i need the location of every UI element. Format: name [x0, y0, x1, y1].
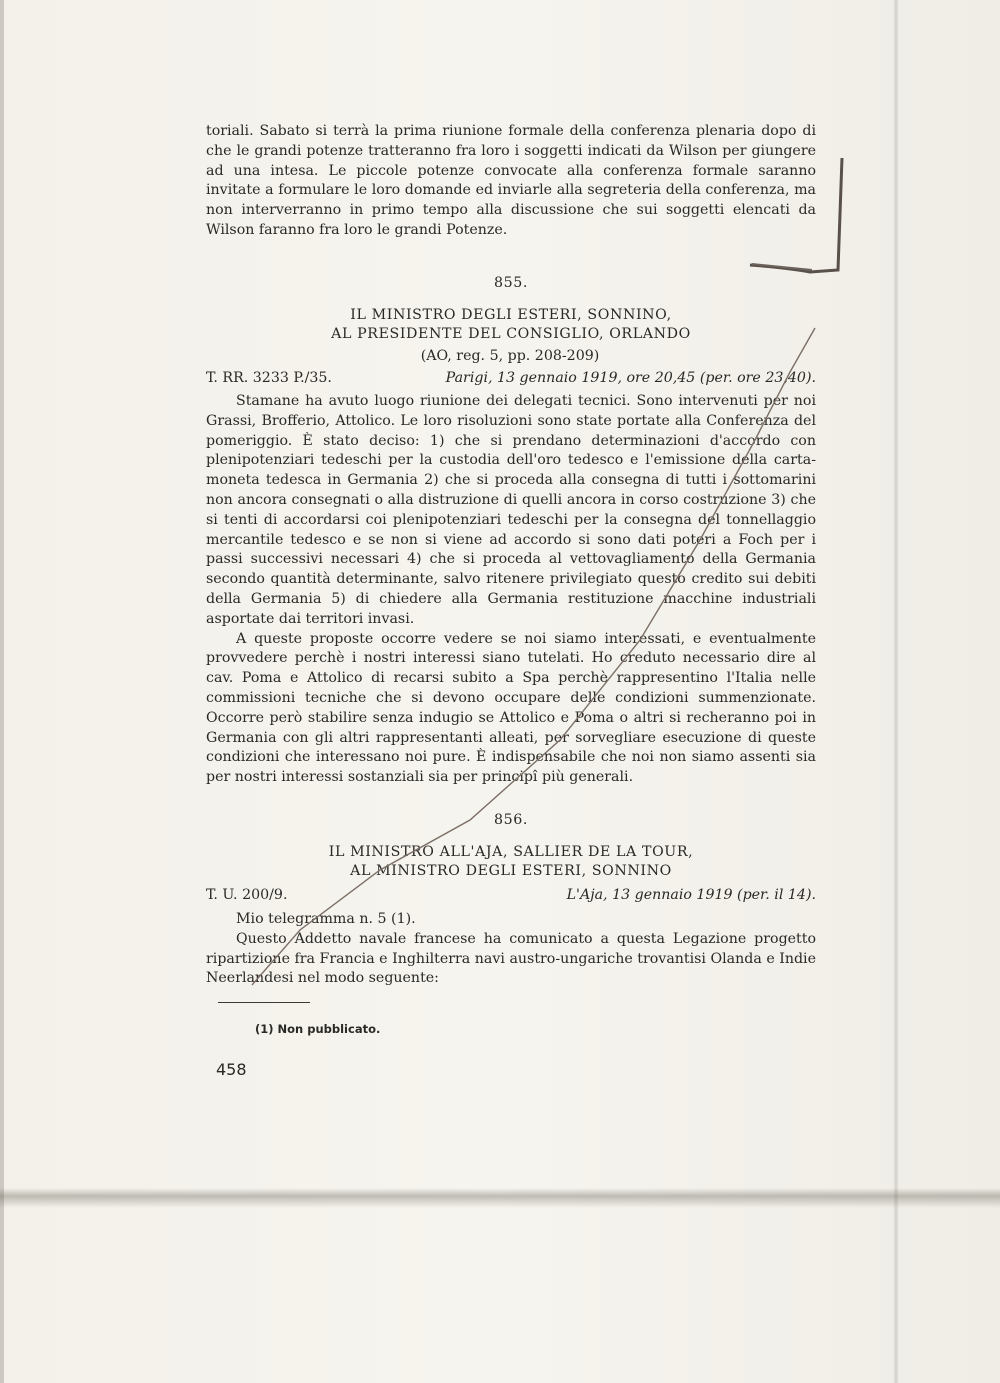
footnote-rule	[218, 1002, 310, 1003]
doc-855-heading-line2: AL PRESIDENTE DEL CONSIGLIO, ORLANDO	[331, 326, 691, 342]
page-number: 458	[216, 1060, 247, 1079]
doc-856-paragraph1: Mio telegramma n. 5 (1).	[236, 911, 416, 927]
doc-856-heading-line2: AL MINISTRO DEGLI ESTERI, SONNINO	[350, 863, 672, 879]
page-bottom-fold	[0, 1188, 1000, 1208]
doc-855-place-date: Parigi, 13 gennaio 1919, ore 20,45 (per. ore 23,40).	[445, 370, 816, 386]
doc-855-body	[206, 392, 816, 788]
doc-856-place-date: L'Aja, 13 gennaio 1919 (per. il 14).	[566, 887, 816, 903]
doc-856-number: 856.	[494, 812, 528, 828]
page-right-edge	[893, 0, 899, 1383]
doc-855-paragraph2: A queste proposte occorre vedere se noi siamo interessati, e eventualmente provvedere perchè i nostri interessi siano tutelati. Ho creduto necessario dire al cav. Poma e Attolico di recarsi subito a Spa perchè rappresentino l'Italia nelle commissioni tecniche che si devono occupare delle condizioni summenzionate. Occorre però stabilire senza indugio se Attolico e Poma o altri si recheranno poi in Germania con gli altri rappresentanti alleati, per sorvegliare esecuzione di queste condizioni che interessano noi pure. È indispensabile che noi non siamo assenti sia per nostri interessi sostanziali sia per principî più generali.	[206, 630, 816, 786]
doc-855-telegram-ref: T. RR. 3233 P./35.	[206, 370, 332, 386]
doc-855-paragraph1: Stamane ha avuto luogo riunione dei delegati tecnici. Sono intervenuti per noi Grassi, Brofferio, Attolico. Le loro risoluzioni sono state portate alla Conferenza del pomeriggio. È stato deciso: 1) che si prendano determinazioni d'accordo con plenipotenziari tedeschi per la custodia dell'oro tedesco e l'emissione della carta-moneta tedesca in Germania 2) che si proceda alla consegna di tutti i sottomarini non ancora consegnati o alla distruzione di quelli ancora in corso costruzione 3) che si tenti di accordarsi coi plenipotenziari tedeschi per la consegna del tonnellaggio mercantile tedesco e se non si viene ad accordo si sono dati poteri a Foch per i passi successivi necessari 4) che si proceda al vettovagliamento della Germania secondo quantità determinante, salvo ritenere privilegiato questo credito sui debiti della Germania 5) di chiedere alla Germania restituzione macchine industriali asportate dai territori invasi.	[206, 393, 816, 627]
doc-855-header-row	[206, 369, 816, 389]
doc-855-heading-line1: IL MINISTRO DEGLI ESTERI, SONNINO,	[350, 307, 672, 323]
doc-856-paragraph2: Questo Addetto navale francese ha comunicato a questa Legazione progetto ripartizione fra Francia e Inghilterra navi austro-ungariche trovantisi Olanda e Indie Neerlandesi nel modo seguente:	[206, 930, 816, 987]
footnote: (1) Non pubblicato.	[255, 1022, 381, 1036]
doc-856-header-row	[206, 886, 816, 906]
doc-855-number: 855.	[494, 275, 528, 291]
doc-855-source: (AO, reg. 5, pp. 208-209)	[420, 348, 600, 364]
doc-856-heading-line1: IL MINISTRO ALL'AJA, SALLIER DE LA TOUR,	[328, 844, 694, 860]
top-paragraph	[206, 122, 816, 241]
doc-856-telegram-ref: T. U. 200/9.	[206, 887, 288, 903]
doc-856-body	[206, 910, 816, 989]
top-paragraph-text: toriali. Sabato si terrà la prima riunione formale della conferenza plenaria dopo di che le grandi potenze tratteranno fra loro i soggetti indicati da Wilson per giungere ad una intesa. Le piccole potenze convocate alla conferenza formale saranno invitate a formulare le loro domande ed inviarle alla segreteria della conferenza, ma non interverranno in primo tempo alla discussione che sui soggetti elencati da Wilson faranno fra loro le grandi Potenze.	[206, 123, 816, 238]
page-left-edge	[0, 0, 4, 1383]
